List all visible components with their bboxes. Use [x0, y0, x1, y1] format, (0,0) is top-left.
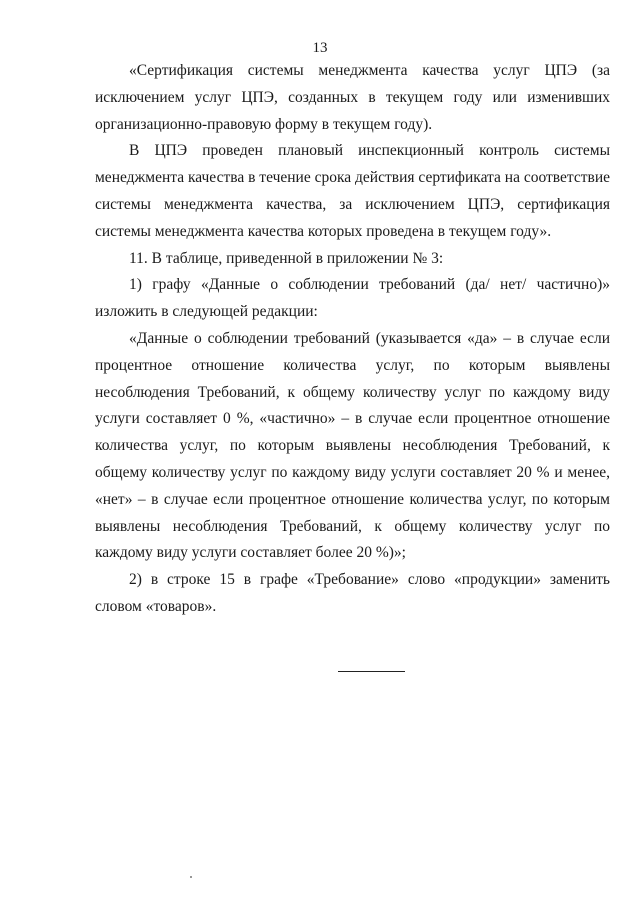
paragraph-inspection-control: В ЦПЭ проведен плановый инспекционный контроль системы менеджмента качества в течение срока действия сертификата на соответствие системы менеджмента качества, за исключением ЦПЭ, сертификация системы менеджмента качества которых проведена в текущем году».: [95, 142, 610, 240]
paragraph-item-11: 11. В таблице, приведенной в приложении № 3:: [129, 249, 444, 267]
paragraph-certification: «Сертификация системы менеджмента качества услуг ЦПЭ (за исключением услуг ЦПЭ, созданных в текущем году или изменивших организационно-правовую форму в текущем году).: [95, 62, 610, 133]
scan-speck: [190, 876, 192, 878]
paragraph-subitem-1: 1) графу «Данные о соблюдении требований (да/ нет/ частично)» изложить в следующей редакции:: [95, 276, 610, 321]
paragraph-new-wording: «Данные о соблюдении требований (указывается «да» – в случае если процентное отношение количества услуг, по которым выявлены несоблюдения Требований, к общему количеству услуг по каждому виду услуги составляет 0 %, «частично» – в случае если процентное отношение количества услуг, по которым выявлены несоблюдения Требований, к общему количеству услуг по каждому виду услуги составляет 20 % и менее, «нет» – в случае если процентное отношение количества услуг, по которым выявлены несоблюдения Требований, к общему количеству услуг по каждому виду услуги составляет более 20 %)»;: [95, 329, 610, 562]
end-separator-line: [338, 671, 405, 672]
paragraph-subitem-2: 2) в строке 15 в графе «Требование» слово «продукции» заменить словом «товаров».: [95, 571, 610, 615]
document-body: [95, 58, 610, 621]
page-number: 13: [312, 40, 328, 56]
